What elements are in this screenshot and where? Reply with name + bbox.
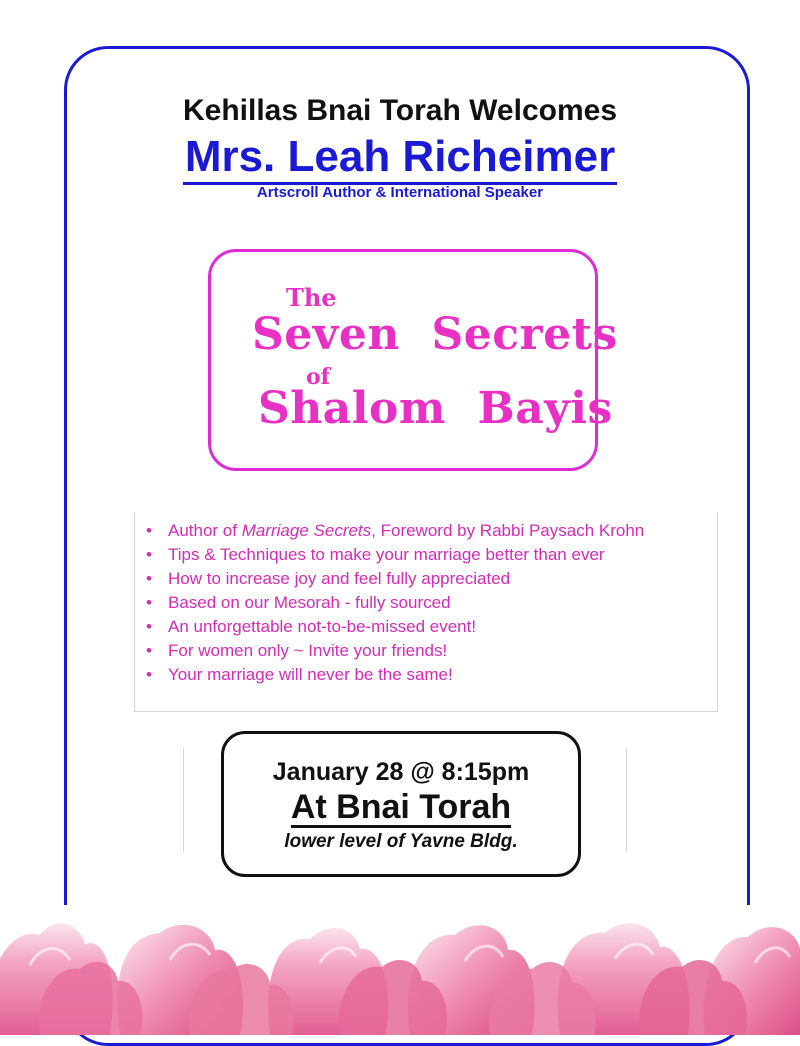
tulip-flowers-icon (0, 905, 800, 1035)
divider-right (626, 748, 627, 852)
book-title: Marriage Secrets (241, 521, 372, 540)
speaker-name-text: Mrs. Leah Richeimer (183, 132, 617, 185)
title-the: The (286, 283, 337, 312)
event-box (221, 731, 581, 877)
list-item: • For women only ~ Invite your friends! (146, 639, 644, 663)
list-item: • Your marriage will never be the same! (146, 663, 644, 687)
bullet-dot-icon: • (146, 569, 152, 588)
event-date: January 28 @ 8:15pm (272, 758, 530, 786)
bullet-dot-icon: • (146, 545, 152, 564)
list-item: • How to increase joy and feel fully appreciated (146, 567, 644, 591)
bullet-dot-icon: • (146, 521, 152, 540)
event-place (224, 788, 578, 828)
list-item: • Based on our Mesorah - fully sourced (146, 591, 644, 615)
bullet-dot-icon: • (146, 617, 152, 636)
bullet-dot-icon: • (146, 665, 152, 684)
tulip-border-image (0, 905, 800, 1035)
welcome-heading: Kehillas Bnai Torah Welcomes (182, 94, 618, 127)
list-item: • An unforgettable not-to-be-missed event! (146, 615, 644, 639)
speaker-subtitle: Artscroll Author & International Speaker (256, 184, 544, 201)
event-place-text: At Bnai Torah (290, 788, 512, 826)
list-item: • Tips & Techniques to make your marriage better than ever (146, 543, 644, 567)
title-line-1: Seven Secrets (252, 309, 618, 360)
divider-left (183, 748, 184, 852)
title-box (208, 249, 598, 471)
list-item: • Author of Marriage Secrets, Foreword by Rabbi Paysach Krohn (146, 519, 644, 543)
bullet-dot-icon: • (146, 641, 152, 660)
bullet-list (146, 519, 644, 687)
event-room: lower level of Yavne Bldg. (284, 831, 518, 852)
title-of: of (306, 364, 331, 390)
bullet-dot-icon: • (146, 593, 152, 612)
title-line-2: Shalom Bayis (258, 383, 613, 434)
speaker-name (0, 132, 800, 185)
